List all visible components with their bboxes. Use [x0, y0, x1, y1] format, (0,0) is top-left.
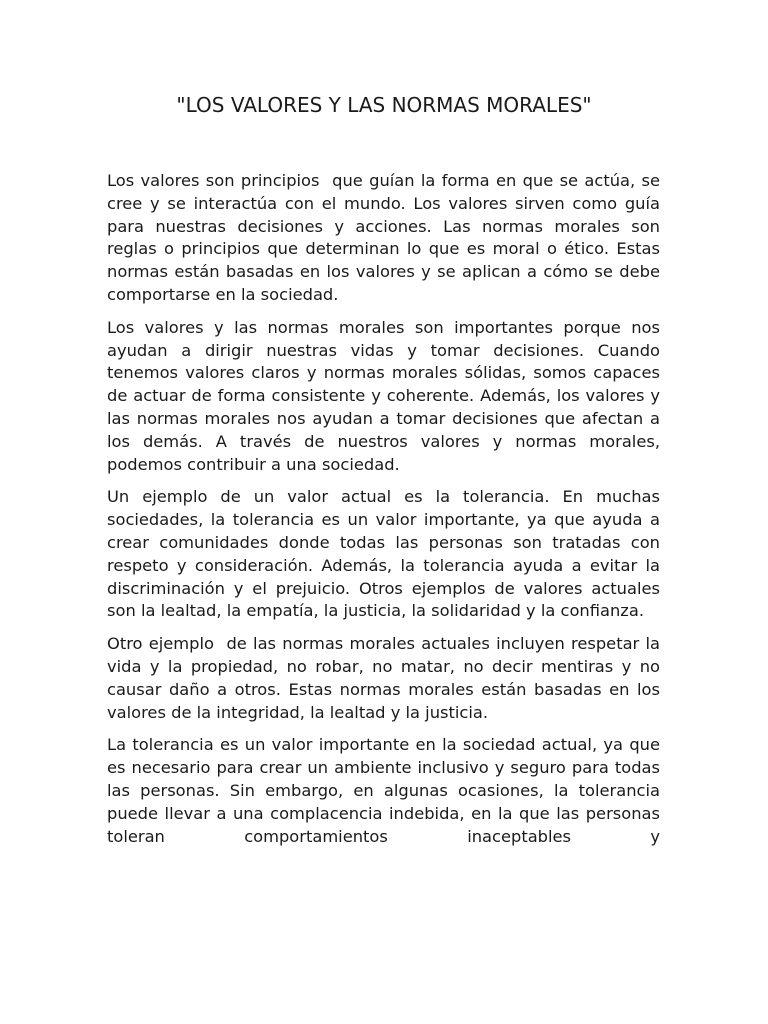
- paragraph-4: Otro ejemplo de las normas morales actuales incluyen respetar la vida y la propiedad, no robar, no matar, no decir mentiras y no causar daño a otros. Estas normas morales están basadas en los valores de la integridad, la lealtad y la justicia.: [107, 634, 666, 722]
- paragraph-5: La tolerancia es un valor importante en la sociedad actual, ya que es necesario para crear un ambiente inclusivo y seguro para todas las personas. Sin embargo, en algunas ocasiones, la tolerancia puede llevar a una complacencia indebida, en la que las personas toleran comportamientos inaceptables y: [107, 735, 666, 846]
- paragraph-3: Un ejemplo de un valor actual es la tolerancia. En muchas sociedades, la tolerancia es un valor importante, ya que ayuda a crear comunidades donde todas las personas son tratadas con respeto y consideración. Además, la tolerancia ayuda a evitar la discriminación y el prejuicio. Otros ejemplos de valores actuales son la lealtad, la empatía, la justicia, la solidaridad y la confianza.: [107, 487, 666, 621]
- document-body: [107, 170, 666, 858]
- document-title: "LOS VALORES Y LAS NORMAS MORALES": [176, 93, 592, 117]
- paragraph-2: Los valores y las normas morales son importantes porque nos ayudan a dirigir nuestras vidas y tomar decisiones. Cuando tenemos valores claros y normas morales sólidas, somos capaces de actuar de forma consistente y coherente. Además, los valores y las normas morales nos ayudan a tomar decisiones que afectan a los demás. A través de nuestros valores y normas morales, podemos contribuir a una sociedad.: [107, 317, 666, 474]
- paragraph-1: Los valores son principios que guían la forma en que se actúa, se cree y se interactúa con el mundo. Los valores sirven como guía para nuestras decisiones y acciones. Las normas morales son reglas o principios que determinan lo que es moral o ético. Estas normas están basadas en los valores y se aplican a cómo se debe comportarse en la sociedad.: [107, 171, 666, 304]
